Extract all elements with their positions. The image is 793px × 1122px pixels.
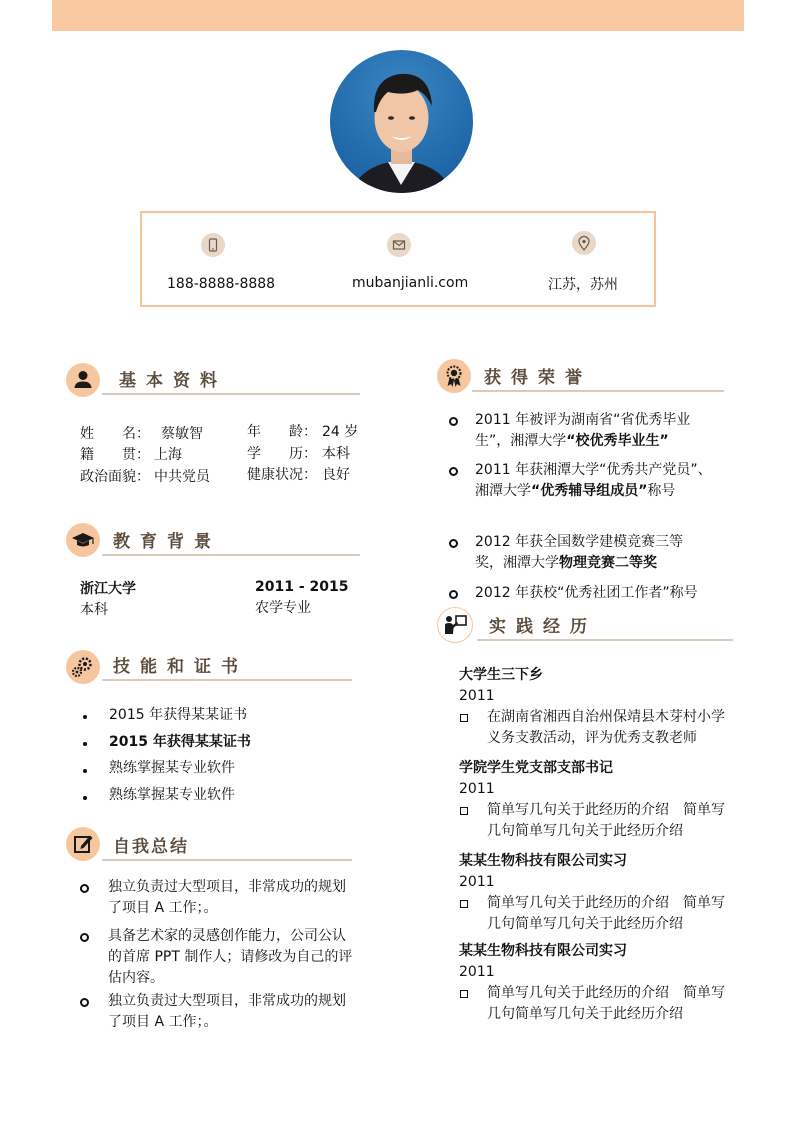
location-text: 江苏，苏州 (548, 277, 618, 293)
bullet (460, 807, 468, 815)
health-value: 良好 (322, 467, 350, 483)
bullet (460, 990, 468, 998)
email-address: mubanjianli.com (352, 275, 469, 291)
contact-box (140, 211, 656, 307)
honor-highlight: 物理竞赛二等奖 (559, 555, 657, 571)
section-title-basic: 基本资料 (119, 371, 227, 391)
bullet (80, 933, 89, 942)
practice-year: 2011 (459, 964, 495, 980)
practice-desc: 简单写几句关于此经历的介绍 简单写几句简单写几句关于此经历介绍 (487, 985, 725, 1022)
practice-desc: 简单写几句关于此经历的介绍 简单写几句简单写几句关于此经历介绍 (487, 895, 725, 932)
skill-item: 2015 年获得某某证书 (109, 707, 248, 723)
section-divider (472, 390, 724, 392)
section-divider (102, 679, 352, 681)
practice-name: 某某生物科技有限公司实习 (459, 853, 627, 869)
section-divider (102, 554, 360, 556)
practice-year: 2011 (459, 688, 495, 704)
practice-name: 学院学生党支部支部书记 (459, 760, 613, 776)
section-divider (102, 859, 352, 861)
skill-item: 熟练掌握某专业软件 (109, 760, 235, 776)
bullet (460, 714, 468, 722)
health-label: 健康状况： (247, 467, 317, 483)
practice-name: 大学生三下乡 (459, 667, 543, 683)
politics-value: 中共党员 (154, 469, 210, 485)
skill-item: 2015 年获得某某证书 (109, 734, 251, 750)
practice-desc: 在湖南省湘西自治州保靖县木芽村小学义务支教活动，评为优秀支教老师 (487, 709, 725, 746)
bullet (449, 417, 458, 426)
award-medal-icon (437, 359, 471, 393)
bullet (83, 715, 87, 719)
section-divider (477, 639, 733, 641)
honor-text: 2011 年被评为湖南省“省优秀毕业生”，湘潭大学 (475, 412, 691, 449)
honor-text-suffix: 称号 (647, 483, 676, 499)
honor-highlight: “优秀辅导组成员” (531, 483, 648, 499)
name-value: 蔡敏智 (161, 426, 203, 442)
graduation-cap-icon (66, 523, 100, 557)
bullet (449, 590, 458, 599)
major: 农学专业 (255, 600, 311, 616)
education-value: 本科 (322, 446, 350, 462)
section-title-summary: 自我总结 (113, 837, 189, 857)
section-title-practice: 实践经历 (489, 617, 597, 637)
bullet (80, 998, 89, 1007)
degree: 本科 (80, 602, 108, 618)
skill-item: 熟练掌握某专业软件 (109, 787, 235, 803)
education-years: 2011 - 2015 (255, 579, 349, 595)
honor-highlight: “校优秀毕业生” (566, 433, 669, 449)
bullet (80, 884, 89, 893)
gears-icon (66, 650, 100, 684)
bullet (83, 742, 87, 746)
section-title-education: 教育背景 (113, 532, 221, 552)
location-pin-icon (572, 231, 596, 255)
politics-label: 政治面貌： (80, 469, 150, 485)
summary-item: 独立负责过大型项目，非常成功的规划了项目 A 工作；。 (108, 993, 346, 1030)
section-divider (102, 393, 360, 395)
bullet (449, 467, 458, 476)
honor-text: 2012 年获全国数学建模竞赛三等奖，湘潭大学 (475, 534, 684, 571)
phone-icon (201, 233, 225, 257)
mail-icon (387, 233, 411, 257)
practice-name: 某某生物科技有限公司实习 (459, 943, 627, 959)
practice-year: 2011 (459, 781, 495, 797)
phone-number: 188-8888-8888 (167, 276, 276, 292)
practice-desc: 简单写几句关于此经历的介绍 简单写几句简单写几句关于此经历介绍 (487, 802, 725, 839)
top-color-band (52, 0, 744, 31)
honor-text: 2011 年获湘潭大学“优秀共产党员”、湘潭大学 (475, 462, 712, 499)
education-label: 学 历： (247, 446, 317, 462)
bullet (460, 900, 468, 908)
origin-label: 籍 贯： (80, 447, 150, 463)
bullet (83, 769, 87, 773)
honor-item (475, 460, 715, 502)
edit-icon (66, 827, 100, 861)
honor-text: 2012 年获校“优秀社团工作者”称号 (475, 585, 698, 601)
presenter-icon (437, 607, 473, 643)
origin-value: 上海 (154, 447, 182, 463)
practice-year: 2011 (459, 874, 495, 890)
section-title-skills: 技能和证书 (113, 657, 248, 677)
section-title-honors: 获得荣誉 (484, 368, 592, 388)
honor-item (475, 532, 705, 574)
name-label: 姓 名： (80, 426, 150, 442)
person-icon (66, 363, 100, 397)
profile-photo (330, 50, 473, 193)
honor-item (475, 410, 715, 452)
school-name: 浙江大学 (80, 581, 136, 597)
age-label: 年 龄： (247, 424, 317, 440)
bullet (83, 796, 87, 800)
summary-item: 具备艺术家的灵感创作能力，公司公认的首席 PPT 制作人；请修改为自己的评估内容。 (108, 928, 353, 986)
honor-item (475, 583, 715, 604)
summary-item: 独立负责过大型项目，非常成功的规划了项目 A 工作；。 (108, 879, 346, 916)
bullet (449, 539, 458, 548)
age-value: 24 岁 (322, 424, 359, 440)
